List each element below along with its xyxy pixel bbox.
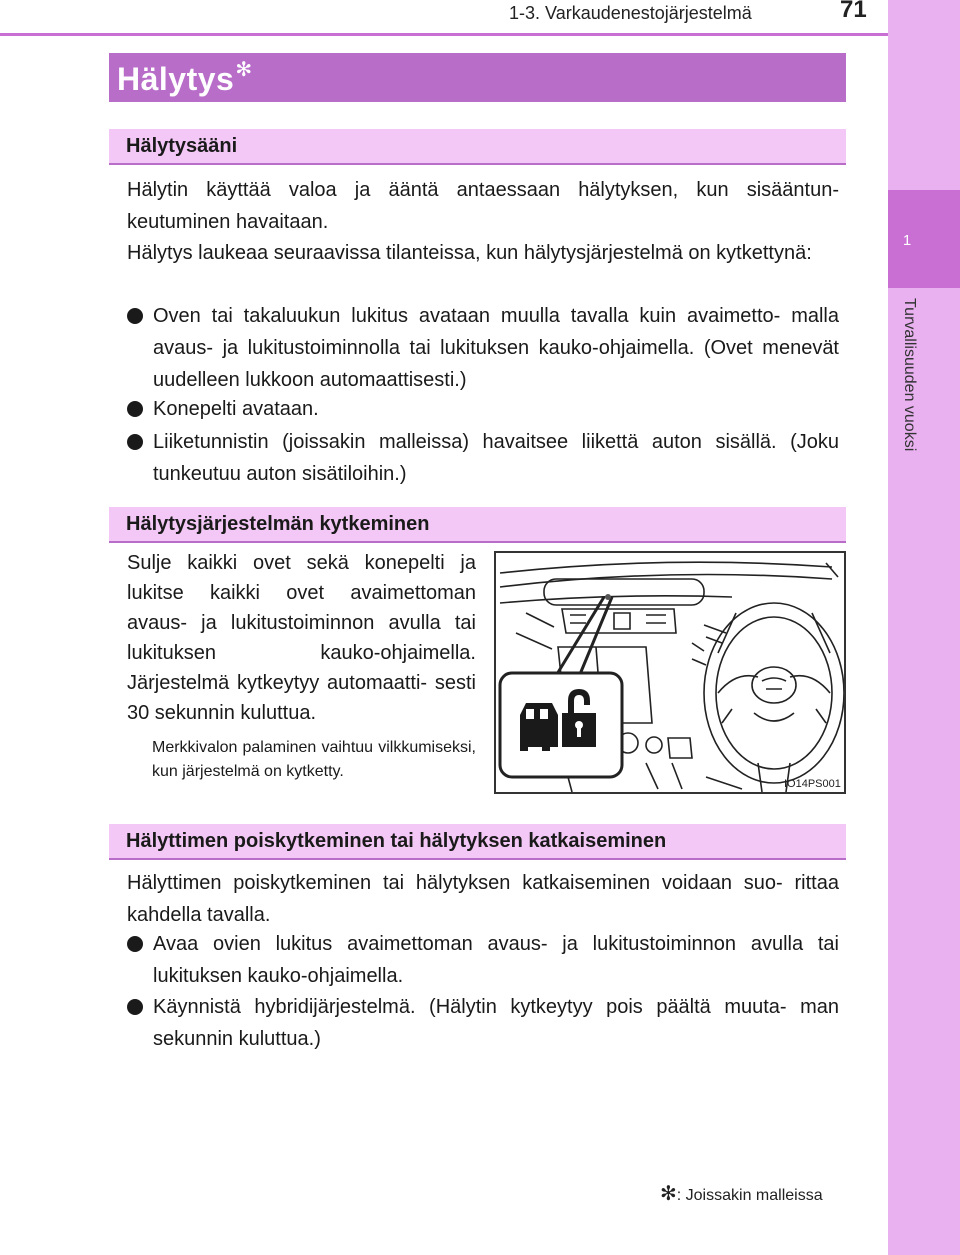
asterisk-icon: ✻ [660, 1183, 677, 1205]
bullet-icon [127, 401, 143, 417]
asterisk-icon: ✻ [235, 59, 253, 81]
list-item-text: Käynnistä hybridijärjestelmä. (Hälytin kytkeytyy pois päältä muuta- man sekunnin kuluttua.) [153, 996, 839, 1050]
section-heading-alarm-sound [109, 129, 846, 165]
list-item-text: Konepelti avataan. [153, 398, 319, 420]
section-heading-text: Hälytysääni [126, 135, 238, 157]
list-item [127, 426, 839, 490]
page-title [117, 57, 253, 98]
page-title-text: Hälytys [117, 61, 235, 97]
bullet-icon [127, 936, 143, 952]
dashboard-drawing [496, 553, 844, 792]
footnote [660, 1181, 823, 1206]
dashboard-illustration [494, 551, 846, 794]
section-heading-disarming [109, 824, 846, 860]
side-tab-chapter-number: 1 [902, 232, 912, 249]
list-item [127, 300, 839, 396]
paragraph-arming-note: Merkkivalon palaminen vaihtuu vilkkumiseksi, kun järjestelmä on kytketty. [152, 739, 476, 780]
section-heading-text: Hälytysjärjestelmän kytkeminen [126, 513, 430, 535]
page-number: 71 [840, 0, 867, 23]
list-item-text: Oven tai takaluukun lukitus avataan muulla tavalla kuin avaimetto- malla avaus- ja lukitustoiminnolla tai lukituksen kauko-ohjaimella. (Ovet menevät uudelleen lukkoon automaattisesti.) [153, 305, 839, 391]
section-heading-arming [109, 507, 846, 543]
section-heading-text: Hälyttimen poiskytkeminen tai hälytyksen katkaiseminen [126, 830, 667, 852]
list-item [127, 393, 839, 425]
bullet-icon [127, 999, 143, 1015]
header-rule [0, 33, 888, 36]
list-item-text: Avaa ovien lukitus avaimettoman avaus- ja lukitustoiminnon avulla tai lukituksen kauko-ohjaimella. [153, 933, 839, 987]
list-item [127, 991, 839, 1055]
bullet-icon [127, 434, 143, 450]
list-item [127, 928, 839, 992]
footnote-text: : Joissakin malleissa [676, 1187, 823, 1204]
paragraph-disarming-intro: Hälyttimen poiskytkeminen tai hälytyksen katkaiseminen voidaan suo- rittaa kahdella tavalla. [127, 872, 839, 926]
paragraph-alarm-intro: Hälytin käyttää valoa ja ääntä antaessaan hälytyksen, kun sisääntun- keutuminen havaitaan. [127, 179, 839, 233]
paragraph-arming: Sulje kaikki ovet sekä konepelti ja lukitse kaikki ovet avaimettoman avaus- ja lukitustoiminnon avulla tai lukituksen kauko-ohjaimella. Järjestelmä kytkeytyy automaatti- sesti 30 sekunnin kuluttua. [127, 552, 476, 724]
figure-code: IO14PS001 [784, 778, 841, 790]
bullet-icon [127, 308, 143, 324]
page-title-bar [109, 53, 846, 102]
side-tab-strip [888, 0, 960, 1255]
side-tab-chapter-title: Turvallisuuden vuoksi [901, 298, 918, 452]
list-item-text: Liiketunnistin (joissakin malleissa) havaitsee liikettä auton sisällä. (Joku tunkeutuu auton sisätiloihin.) [153, 431, 839, 485]
running-header: 1-3. Varkaudenestojärjestelmä [509, 3, 752, 23]
paragraph-alarm-triggers: Hälytys laukeaa seuraavissa tilanteissa, kun hälytysjärjestelmä on kytkettynä: [127, 242, 812, 264]
